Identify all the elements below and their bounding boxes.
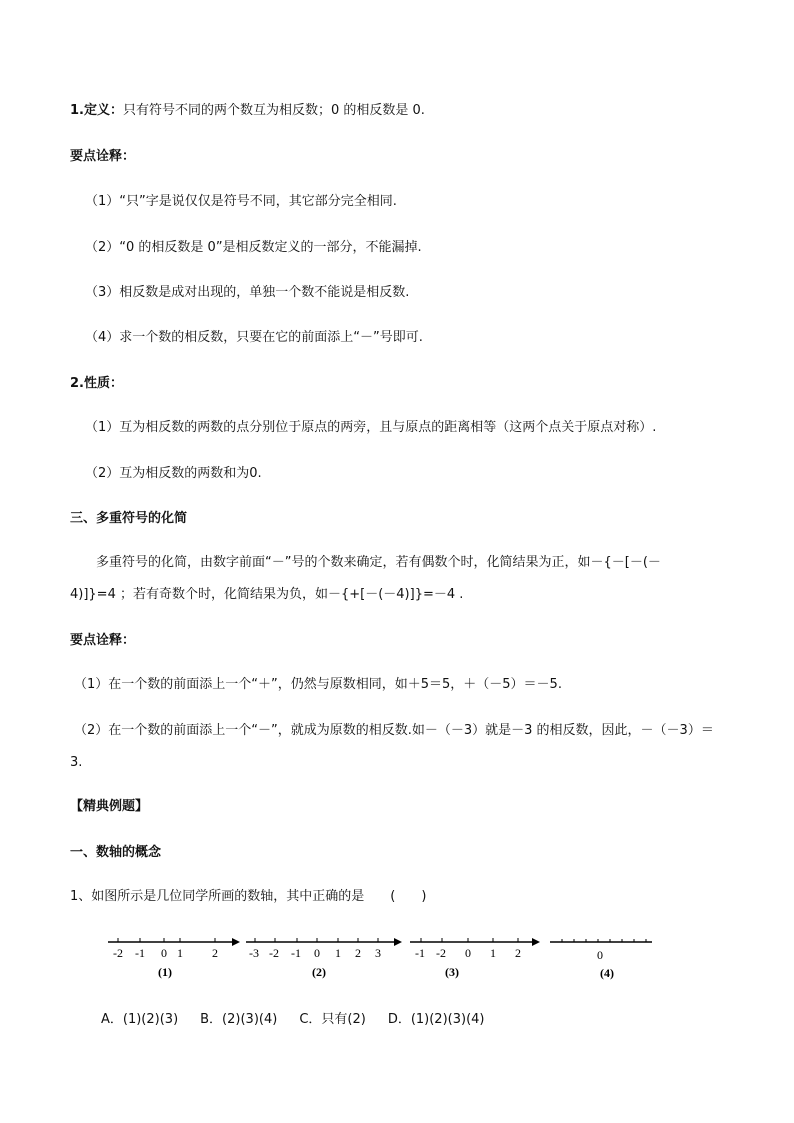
tick-label: -3: [249, 946, 259, 960]
property-title: 2.性质：: [70, 376, 123, 391]
tick-label: -1: [291, 946, 301, 960]
property-2: （2）互为相反数的两数和为0.: [85, 466, 262, 481]
arrow-icon: [532, 938, 540, 946]
number-line-figures: [100, 930, 660, 985]
answer-options: [101, 1011, 484, 1029]
section-3-para-line2: 4)]}=4 ；若有奇数个时，化简结果为负，如－{+[－(－4)]}=－4 .: [70, 587, 464, 602]
tick-label: 1: [177, 946, 183, 960]
examples-section-title: 一、数轴的概念: [70, 845, 162, 860]
key-point-plus: （1）在一个数的前面添上一个“＋”，仍然与原数相同，如＋5＝5，＋（－5）＝－5.: [74, 677, 562, 692]
key-point-1: （1）“只”字是说仅仅是符号不同，其它部分完全相同.: [85, 194, 397, 209]
key-point-minus-line1: （2）在一个数的前面添上一个“－”，就成为原数的相反数.如－（－3）就是－3 的相反数，因此，－（－3）＝: [74, 723, 714, 738]
tick-label: 2: [355, 946, 361, 960]
number-line-3: [410, 938, 540, 979]
tick-label: 2: [212, 946, 218, 960]
figure-caption: (4): [600, 966, 614, 980]
figure-caption: (1): [158, 965, 172, 979]
tick-label: 0: [465, 946, 471, 960]
examples-title: 【精典例题】: [70, 799, 149, 814]
tick-label: 0: [597, 948, 603, 962]
answer-blank: ( ): [390, 889, 427, 904]
definition-label: 1.定义：: [70, 103, 123, 118]
option-a[interactable]: A．(1)(2)(3): [101, 1012, 179, 1027]
tick-label: -1: [135, 946, 145, 960]
tick-label: -1: [415, 946, 425, 960]
key-point-3: （3）相反数是成对出现的，单独一个数不能说是相反数.: [85, 285, 410, 300]
number-line-1: [108, 938, 240, 979]
tick-label: -2: [436, 946, 446, 960]
key-point-minus-line2: 3.: [70, 755, 83, 770]
figure-caption: (2): [312, 965, 326, 979]
tick-label: 0: [161, 946, 167, 960]
option-d[interactable]: D．(1)(2)(3)(4): [387, 1012, 485, 1027]
question-1-text: 1、如图所示是几位同学所画的数轴，其中正确的是: [70, 889, 365, 904]
key-point-2: （2）“0 的相反数是 0”是相反数定义的一部分，不能漏掉.: [85, 240, 422, 255]
key-point-4: （4）求一个数的相反数，只要在它的前面添上“－”号即可.: [85, 330, 423, 345]
question-1-stem: [70, 888, 426, 906]
section-3-title: 三、多重符号的化简: [70, 511, 188, 526]
option-c[interactable]: C．只有(2): [299, 1012, 366, 1027]
tick-label: 3: [375, 946, 381, 960]
key-points-title-1: 要点诠释：: [70, 149, 136, 164]
section-3-para-line1: 多重符号的化简，由数字前面“－”号的个数来确定，若有偶数个时，化简结果为正，如－{－[－(－: [96, 555, 661, 570]
definition-line: [70, 102, 425, 120]
arrow-icon: [394, 938, 402, 946]
definition-text: 只有符号不同的两个数互为相反数；0 的相反数是 0.: [122, 103, 425, 118]
number-line-4: [550, 939, 652, 980]
number-line-2: [246, 938, 402, 979]
tick-label: -2: [113, 946, 123, 960]
option-b[interactable]: B．(2)(3)(4): [200, 1012, 278, 1027]
figure-caption: (3): [445, 965, 459, 979]
tick-label: 1: [490, 946, 496, 960]
tick-label: 2: [515, 946, 521, 960]
tick-label: 0: [314, 946, 320, 960]
tick-label: -2: [269, 946, 279, 960]
key-points-title-2: 要点诠释：: [70, 633, 136, 648]
property-1: （1）互为相反数的两数的点分别位于原点的两旁，且与原点的距离相等（这两个点关于原点对称）.: [85, 420, 657, 435]
arrow-icon: [232, 938, 240, 946]
tick-label: 1: [335, 946, 341, 960]
